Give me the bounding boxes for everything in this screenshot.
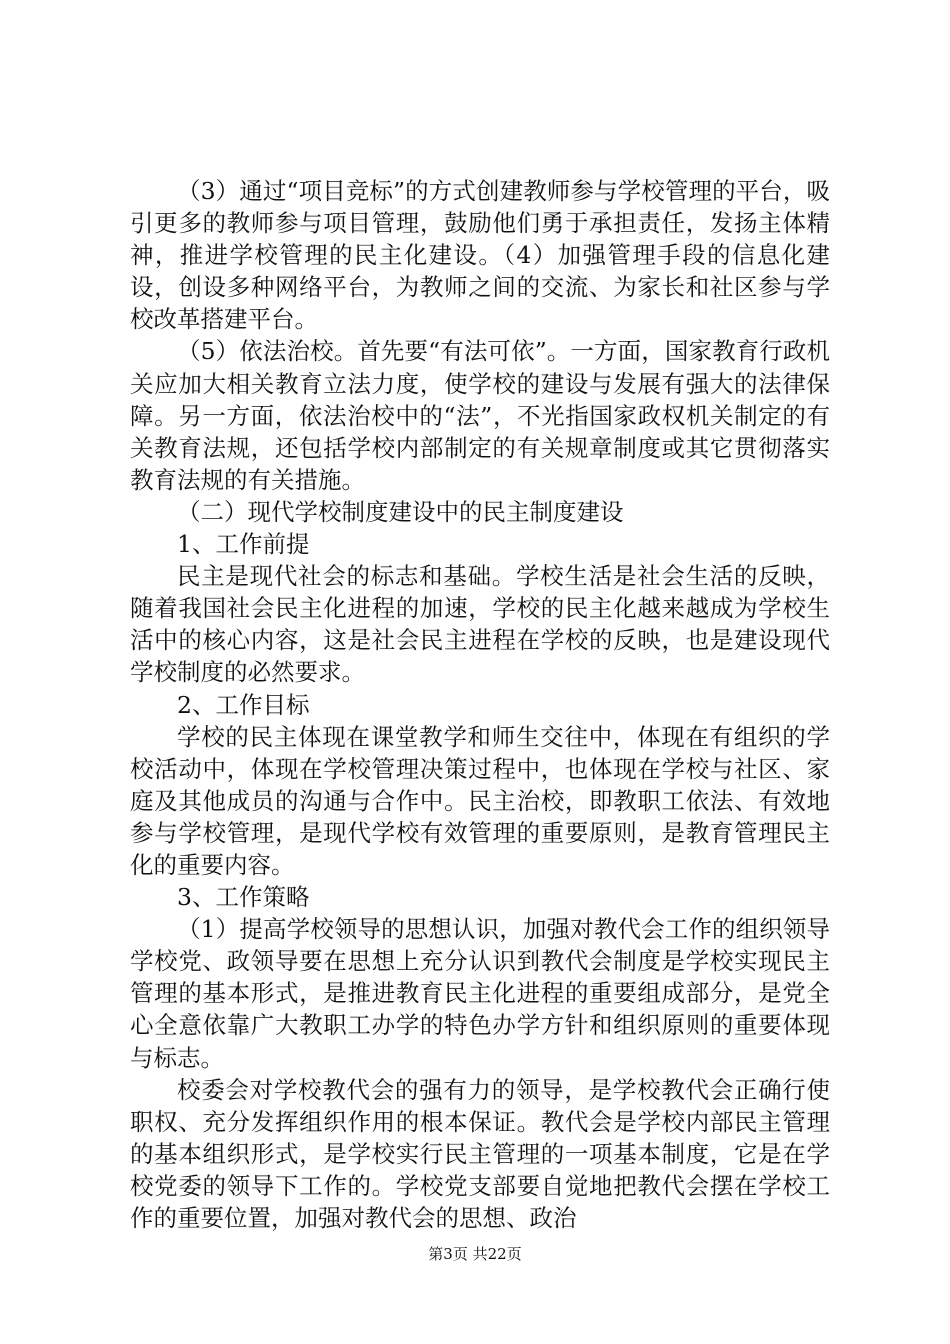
paragraph-rule-of-law: （5）依法治校。首先要“有法可依”。一方面，国家教育行政机关应加大相关教育立法力度，使学校的建设与发展有强大的法律保障。另一方面，依法治校中的“法”，不光指国家政权机关制定的有关教育法规，还包括学校内部制定的有关规章制度或其它贯彻落实教育法规的有关措施。: [130, 337, 830, 494]
paragraph-project-bidding: （3）通过“项目竞标”的方式创建教师参与学校管理的平台，吸引更多的教师参与项目管理，鼓励他们勇于承担责任，发扬主体精神，推进学校管理的民主化建设。（4）加强管理手段的信息化建设，创设多种网络平台，为教师之间的交流、为家长和社区参与学校改革搭建平台。: [130, 177, 830, 334]
paragraph-work-goal: 学校的民主体现在课堂教学和师生交往中，体现在有组织的学校活动中，体现在学校管理决策过程中，也体现在学校与社区、家庭及其他成员的沟通与合作中。民主治校，即教职工依法、有效地参与学校管理，是现代学校有效管理的重要原则，是教育管理民主化的重要内容。: [130, 722, 830, 879]
paragraph-strategy-1: （1）提高学校领导的思想认识，加强对教代会工作的组织领导学校党、政领导要在思想上充分认识到教代会制度是学校实现民主管理的基本形式，是推进教育民主化进程的重要组成部分，是党全心全意依靠广大教职工办学的特色办学方针和组织原则的重要体现与标志。: [130, 915, 830, 1072]
subheading-work-strategy: 3、工作策略: [177, 883, 310, 912]
subheading-work-premise: 1、工作前提: [177, 530, 310, 559]
page-number-footer: 第3页 共22页: [428, 1245, 522, 1263]
subheading-work-goal: 2、工作目标: [177, 690, 310, 719]
section-heading-democratic-system: （二）现代学校制度建设中的民主制度建设: [177, 497, 624, 526]
paragraph-school-committee: 校委会对学校教代会的强有力的领导，是学校教代会正确行使职权、充分发挥组织作用的根本保证。教代会是学校内部民主管理的基本组织形式，是学校实行民主管理的一项基本制度，它是在学校党委的领导下工作的。学校党支部要自觉地把教代会摆在学校工作的重要位置，加强对教代会的思想、政治: [130, 1075, 830, 1232]
document-body: [130, 175, 830, 1234]
paragraph-work-premise: 民主是现代社会的标志和基础。学校生活是社会生活的反映，随着我国社会民主化进程的加速，学校的民主化越来越成为学校生活中的核心内容，这是社会民主进程在学校的反映，也是建设现代学校制度的必然要求。: [130, 562, 830, 687]
